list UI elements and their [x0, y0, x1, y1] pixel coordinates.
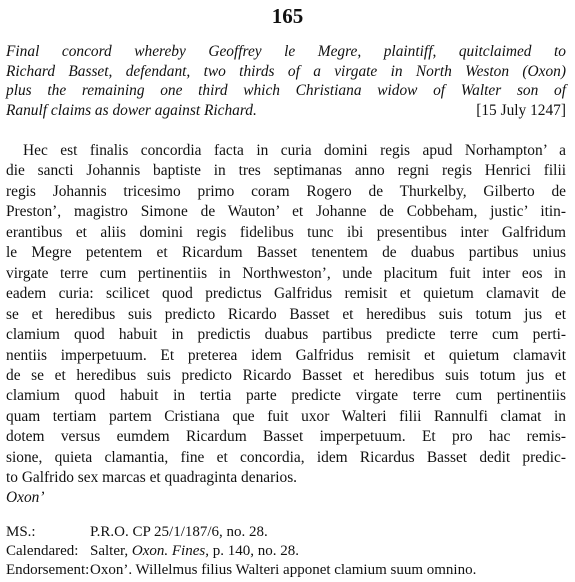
body-line: Hec est finalis concordia facta in curia domini regis apud Norhampton’ a — [23, 142, 566, 159]
calendared-value — [90, 542, 566, 561]
summary-date: [15 July 1247] — [476, 101, 566, 119]
ms-value: P.R.O. CP 25/1/187/6, no. 28. — [90, 524, 268, 540]
body-line: quam tertiam partem Cristiana que fuit uxor Walteri filii Rannulfi clamat in — [6, 407, 566, 425]
calendared-title: Oxon. Fines — [131, 543, 206, 559]
source-notes — [6, 523, 566, 580]
endorsement-value: Oxon’. Willelmus filius Walteri apponet clamium suum omnino. — [90, 562, 477, 578]
body-line: le Megre petentem et Ricardum Basset tenentem de duabus partibus unius — [6, 244, 566, 262]
body-line: die sancti Johannis baptiste in tres septimanas anno regni regis Henrici filii — [6, 162, 566, 180]
ms-label: MS.: — [6, 524, 36, 540]
calendared-ref: , p. 140, no. 28. — [205, 543, 299, 559]
ms-row — [6, 523, 566, 542]
calendared-label: Calendared: — [6, 543, 79, 559]
endorsement-label: Endorsement: — [6, 562, 90, 578]
body-line: to Galfrido sex marcas et quadraginta denarios. — [6, 469, 298, 487]
body-line: de se et heredibus suis predicto Ricardo Basset et heredibus suis totum jus et — [6, 366, 566, 384]
body-line: sione, quieta clamantia, fine et concordia, idem Ricardus Basset dedit predic- — [6, 448, 566, 466]
document-summary — [6, 42, 566, 120]
summary-line: plus the remaining one third which Christiana widow of Walter son of — [6, 82, 566, 99]
calendared-author: Salter, — [90, 543, 132, 559]
body-line: virgate terre cum pertinentiis in Northweston’, unde placitum fuit inter eos in — [6, 264, 566, 282]
body-line: se et heredibus suis predicto Ricardo Basset et heredibus suis totum jus et — [6, 305, 566, 323]
summary-line: Final concord whereby Geoffrey le Megre, plaintiff, quitclaimed to — [6, 43, 566, 60]
endorsement-row — [6, 561, 566, 580]
page-number: 165 — [271, 4, 304, 28]
summary-line-last — [6, 101, 566, 121]
body-line: regis Johannis tricesimo primo coram Rogero de Thurkelby, Gilberto de — [6, 182, 566, 200]
body-line: nentiis imperpetuum. Et preterea idem Galfridus remisit et quietum clamavit — [6, 346, 566, 364]
county-label: Oxon’ — [6, 489, 45, 506]
calendared-row — [6, 542, 566, 561]
summary-line: Richard Basset, defendant, two thirds of a virgate in North Weston (Oxon) — [6, 62, 566, 80]
body-line: Preston’, magistro Simone de Wauton’ et Johanne de Cobbeham, justic’ itin- — [6, 203, 566, 221]
body-line: clamium quod habuit in predictis duabus partibus predicte terre cum perti- — [6, 326, 566, 344]
summary-line-text: Ranulf claims as dower against Richard. — [6, 101, 257, 119]
concord-text — [6, 141, 566, 489]
body-line: eadem curia: scilicet quod predictus Galfridus remisit et quietum clamavit de — [6, 285, 566, 303]
body-line: clamium quod habuit in tertia parte predicte virgate terre cum pertinentiis — [6, 387, 566, 405]
body-line: erantibus et aliis domini regis fidelibus tunc ibi presentibus inter Galfridum — [6, 223, 566, 241]
body-line: dotem versus eumdem Ricardum Basset imperpetuum. Et pro hac remis- — [6, 428, 566, 446]
